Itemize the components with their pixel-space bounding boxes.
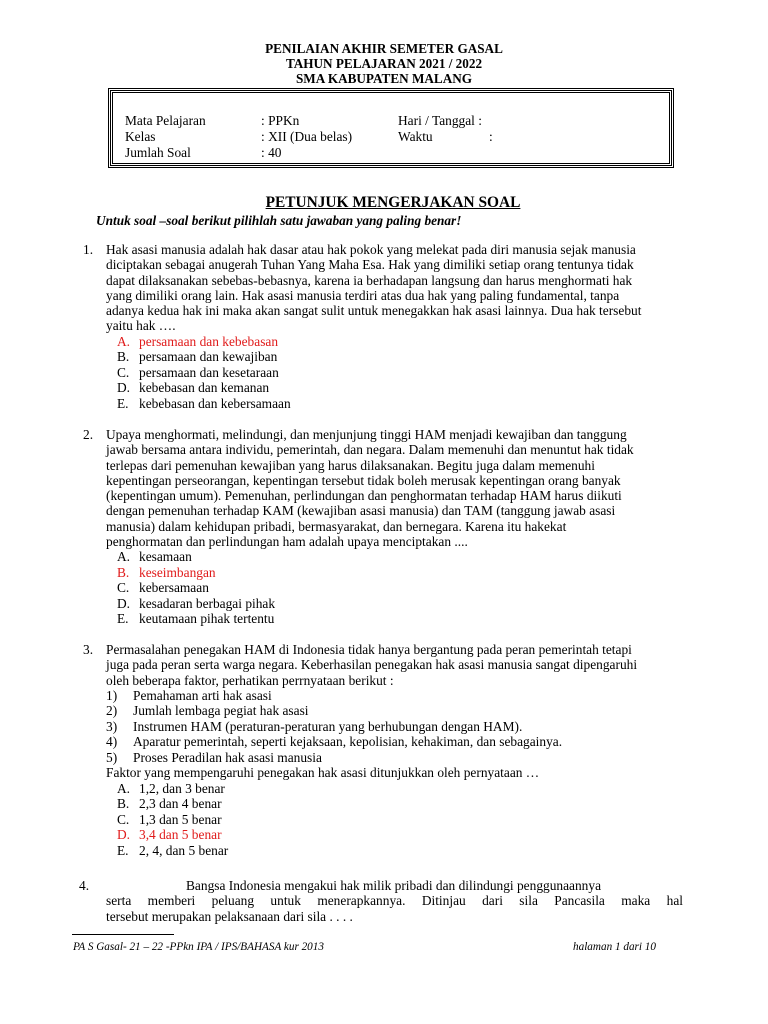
option-text: persamaan dan kesetaraan (139, 364, 279, 380)
option-text: kesadaran berbagai pihak (139, 595, 276, 611)
option-letter: C. (117, 580, 130, 596)
option-text: 3,4 dan 5 benar (139, 827, 222, 843)
question-line: kepentingan perseorangan, kepentingan tersebut tidak boleh merusak kepentingan orang banyak (106, 472, 621, 488)
option-text: kebebasan dan kemanan (139, 380, 270, 396)
question-2 (83, 427, 688, 627)
option-letter: D. (117, 380, 131, 396)
option-letter: C. (117, 364, 130, 380)
subject-label: Mata Pelajaran (125, 113, 206, 128)
statement-number: 5) (106, 749, 118, 765)
statement-item (106, 734, 688, 750)
statement-list (106, 688, 688, 766)
question-line: yang dimiliki orang lain. Hak asasi manusia terdiri atas dua hak yang paling fundamental, tanpa (106, 287, 620, 303)
statement-text: Pemahaman arti hak asasi (133, 687, 272, 703)
question-text (106, 427, 688, 549)
option-a[interactable] (117, 334, 688, 350)
answer-options (117, 549, 688, 627)
question-line: diciptakan sebagai anugerah Tuhan Yang Maha Esa. Hak yang dimiliki setiap orang tentunya tidak (106, 257, 634, 273)
question-line: Hak asasi manusia adalah hak dasar atau hak pokok yang melekat pada diri manusia sejak manusia (106, 242, 636, 257)
question-line: Upaya menghormati, melindungi, dan menjunjung tinggi HAM menjadi kewajiban dan tanggung (106, 427, 627, 442)
statement-text: Jumlah lembaga pegiat hak asasi (133, 703, 309, 719)
time-colon: : (489, 129, 493, 144)
option-c[interactable] (117, 580, 688, 596)
option-text: keutamaan pihak tertentu (139, 611, 275, 627)
question-prompt (106, 765, 688, 780)
statement-item (106, 750, 688, 766)
statement-item (106, 703, 688, 719)
question-line: penghormatan dan perlindungan ham adalah upaya menciptakan .... (106, 534, 468, 550)
option-text: persamaan dan kewajiban (139, 349, 278, 365)
option-letter: B. (117, 349, 130, 365)
question-line: dapat dilaksanakan sebebas-bebasnya, karena ia berhadapan langsung dan harus menghormati hak (106, 272, 633, 288)
question-line: oleh beberapa faktor, perhatikan perrnyataan berikut : (106, 672, 394, 688)
option-text: 1,3 dan 5 benar (139, 811, 222, 827)
option-text: 2,3 dan 4 benar (139, 796, 222, 812)
option-letter: E. (117, 842, 129, 858)
question-number: 2. (83, 427, 94, 442)
prompt-line: Faktor yang mempengaruhi penegakan hak asasi ditunjukkan oleh pernyataan … (106, 765, 540, 781)
option-b[interactable] (117, 349, 688, 365)
option-text: 2, 4, dan 5 benar (139, 842, 229, 858)
statement-text: Instrumen HAM (peraturan-peraturan yang berhubungan dengan HAM). (133, 718, 523, 734)
exam-title: PENILAIAN AKHIR SEMETER GASAL (265, 41, 503, 56)
question-line: manusia) dalam kehidupan pribadi, bermasyarakat, dan bernegara. Karena itu hakekat (106, 518, 567, 534)
question-line: juga pada peran serta warga negara. Keberhasilan penegakan hak asasi manusia sangat dipengaruhi (106, 657, 638, 673)
question-text (106, 242, 688, 334)
statement-text: Aparatur pemerintah, seperti kejaksaan, kepolisian, kehakiman, dan sebagainya. (133, 734, 563, 750)
option-text: kebersamaan (139, 580, 209, 596)
school-name: SMA KABUPATEN MALANG (295, 71, 473, 86)
instructions-text: Untuk soal –soal berikut pilihlah satu jawaban yang paling benar! (96, 213, 462, 228)
subject-value: : PPKn (261, 113, 300, 128)
option-letter: A. (117, 780, 131, 796)
option-letter: E. (117, 395, 129, 411)
question-3 (83, 642, 688, 858)
option-letter: D. (117, 595, 131, 611)
option-d[interactable] (117, 380, 688, 396)
question-line: tersebut merupakan pelaksanaan dari sila . . . . (106, 908, 353, 924)
option-text: persamaan dan kebebasan (139, 333, 279, 349)
question-1 (83, 242, 688, 411)
exam-header (0, 41, 768, 86)
statement-number: 3) (106, 718, 118, 734)
question-4 (79, 878, 683, 924)
option-c[interactable] (117, 365, 688, 381)
option-text: kesamaan (139, 549, 192, 565)
count-label: Jumlah Soal (125, 145, 191, 160)
answer-options (117, 334, 688, 412)
option-a[interactable] (117, 549, 688, 565)
option-letter: A. (117, 549, 131, 565)
day-date-label: Hari / Tanggal : (398, 113, 482, 128)
option-e[interactable] (117, 611, 688, 627)
question-line: yaitu hak …. (106, 318, 176, 334)
option-letter: A. (117, 333, 131, 349)
footer-course-info: PA S Gasal- 21 – 22 -PPkn IPA / IPS/BAHASA kur 2013 (73, 941, 324, 953)
option-letter: E. (117, 611, 129, 627)
option-letter: C. (117, 811, 130, 827)
time-label: Waktu (398, 129, 433, 144)
statement-item (106, 719, 688, 735)
answer-options (117, 781, 688, 859)
question-line: jawab bersama antara individu, pemerintah, dan negara. Dalam memenuhi dan menuntut hak tidak (106, 442, 634, 458)
question-line: serta memberi peluang untuk menerapkannya. Ditinjau dari sila Pancasila maka hal (106, 893, 683, 909)
count-value: : 40 (261, 145, 282, 160)
question-line: terlepas dari pemenuhan kewajiban yang harus dilaksanakan. Begitu juga dalam memenuhi (106, 457, 595, 473)
question-text (106, 878, 683, 924)
question-number: 4. (79, 878, 90, 893)
option-text: 1,2, dan 3 benar (139, 780, 225, 796)
question-line: adanya kedua hak ini maka akan sangat sulit untuk menegakkan hak asasi lainnya. Dua hak tersebut (106, 303, 642, 319)
question-number: 1. (83, 242, 94, 257)
question-line: (kepentingan umum). Pemenuhan, perlindungan dan penghormatan terhadap HAM harus diikuti (106, 488, 622, 504)
statement-text: Proses Peradilan hak asasi manusia (133, 749, 322, 765)
footer-page-number: halaman 1 dari 10 (573, 941, 656, 953)
question-line: Bangsa Indonesia mengakui hak milik pribadi dan dilindungi penggunaannya (186, 878, 602, 893)
question-number: 3. (83, 642, 94, 657)
footer-divider (72, 934, 174, 935)
option-b[interactable] (117, 796, 688, 812)
option-d[interactable] (117, 596, 688, 612)
option-letter: D. (117, 827, 131, 843)
option-b[interactable] (117, 565, 688, 581)
option-text: keseimbangan (139, 564, 216, 580)
class-value: : XII (Dua belas) (261, 129, 353, 144)
option-letter: B. (117, 564, 130, 580)
class-label: Kelas (125, 129, 156, 144)
option-e[interactable] (117, 396, 688, 412)
option-text: kebebasan dan kebersamaan (139, 395, 291, 411)
option-c[interactable] (117, 812, 688, 828)
option-d[interactable] (117, 827, 688, 843)
statement-number: 1) (106, 687, 118, 703)
option-letter: B. (117, 796, 130, 812)
question-text (106, 642, 688, 688)
option-e[interactable] (117, 843, 688, 859)
question-line: dengan pemenuhan terhadap KAM (kewajiban asasi manusia) dan TAM (tanggung jawab asasi (106, 503, 616, 519)
statement-number: 2) (106, 703, 118, 719)
question-line: Permasalahan penegakan HAM di Indonesia tidak hanya bergantung pada peran pemerintah tetapi (106, 642, 632, 657)
option-a[interactable] (117, 781, 688, 797)
academic-year: TAHUN PELAJARAN 2021 / 2022 (285, 56, 483, 71)
statement-number: 4) (106, 734, 118, 750)
statement-item (106, 688, 688, 704)
exam-info-box (110, 90, 672, 166)
instructions-title: PETUNJUK MENGERJAKAN SOAL (265, 194, 521, 211)
